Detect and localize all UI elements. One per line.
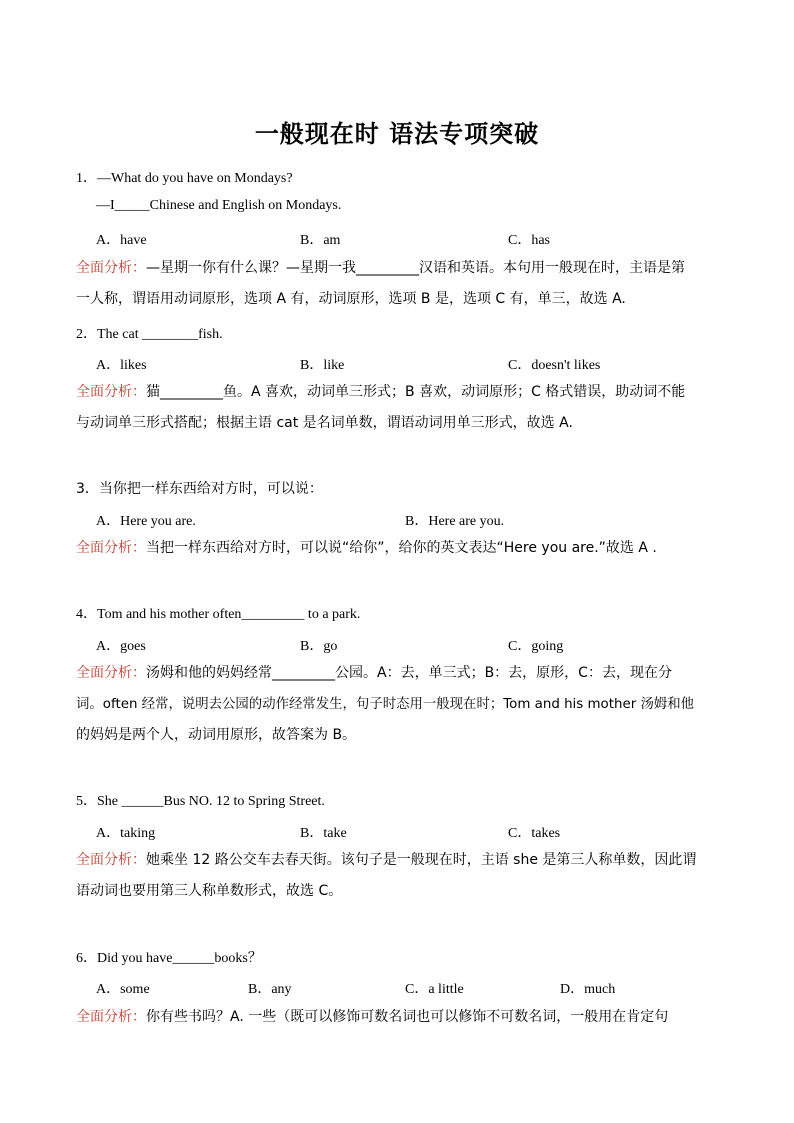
q5-option-b: B．take: [300, 826, 347, 841]
analysis-label: 全面分析：: [76, 540, 146, 556]
question-6-stem: 6．Did you have______books？: [76, 951, 262, 966]
question-1-stem: 1．—What do you have on Mondays?: [76, 171, 293, 186]
analysis-label: 全面分析：: [76, 852, 146, 868]
q1-option-a: A．have: [96, 233, 147, 248]
q2-analysis-line-1: 猫_________鱼。A 喜欢，动词单三形式；B 喜欢，动词原形；C 格式错误，助动词不能: [146, 384, 686, 400]
question-3-stem: 3．当你把一样东西给对方时，可以说：: [76, 481, 323, 497]
page-title: 一般现在时 语法专项突破: [254, 120, 540, 148]
q6-analysis: [76, 1002, 668, 1033]
q2-option-c: C．doesn't likes: [508, 358, 601, 373]
question-2-stem: 2．The cat ________fish.: [76, 327, 223, 342]
analysis-label: 全面分析：: [76, 260, 146, 276]
q4-option-c: C．going: [508, 639, 564, 654]
q1-option-b: B．am: [300, 233, 341, 248]
q3-option-a: A．Here you are.: [96, 514, 196, 529]
question-1-answer-line: —I_____Chinese and English on Mondays.: [96, 198, 342, 213]
q6-option-c: C．a little: [405, 982, 464, 997]
q2-option-b: B．like: [300, 358, 345, 373]
q6-option-d: D．much: [560, 982, 616, 997]
analysis-label: 全面分析：: [76, 384, 146, 400]
q6-analysis-line-1: 你有些书吗？A. 一些（既可以修饰可数名词也可以修饰不可数名词，一般用在肯定句: [146, 1009, 669, 1025]
analysis-label: 全面分析：: [76, 665, 146, 681]
q6-option-b: B．any: [248, 982, 292, 997]
q1-analysis-line-2: 一人称，谓语用动词原形，选项 A 有，动词原形，选项 B 是，选项 C 有，单三，故选 A.: [76, 291, 626, 307]
question-4-stem: 4．Tom and his mother often_________ to a park.: [76, 607, 361, 622]
q4-analysis: [76, 658, 694, 751]
question-5-stem: 5．She ______Bus NO. 12 to Spring Street.: [76, 794, 325, 809]
q5-analysis: [76, 845, 696, 907]
q4-analysis-line-1: 汤姆和他的妈妈经常_________公园。A：去，单三式；B：去，原形，C：去，现在分: [146, 665, 672, 681]
q3-analysis-line-1: 当把一样东西给对方时，可以说“给你”，给你的英文表达“Here you are.”故选 A .: [146, 540, 657, 556]
q4-analysis-line-2: 词。often 经常，说明去公园的动作经常发生，句子时态用一般现在时；Tom and his mother 汤姆和他: [76, 697, 695, 712]
q4-analysis-line-3: 的妈妈是两个人，动词用原形，故答案为 B。: [76, 727, 357, 743]
q5-option-a: A．taking: [96, 826, 156, 841]
q3-option-b: B．Here are you.: [405, 514, 505, 529]
q4-option-a: A．goes: [96, 639, 146, 654]
q1-option-c: C．has: [508, 233, 550, 248]
q1-analysis-line-1: —星期一你有什么课？—星期一我_________汉语和英语。本句用一般现在时，主语是第: [146, 260, 685, 276]
q5-analysis-line-2: 语动词也要用第三人称单数形式，故选 C。: [76, 883, 343, 899]
q2-analysis: [76, 377, 685, 439]
q2-analysis-line-2: 与动词单三形式搭配；根据主语 cat 是名词单数，谓语动词用单三形式，故选 A.: [76, 415, 573, 431]
q5-analysis-line-1: 她乘坐 12 路公交车去春天街。该句子是一般现在时，主语 she 是第三人称单数，因此谓: [146, 852, 697, 868]
q3-analysis: [76, 533, 657, 564]
q1-analysis: [76, 253, 685, 315]
q4-option-b: B．go: [300, 639, 338, 654]
q6-option-a: A．some: [96, 982, 150, 997]
q2-option-a: A．likes: [96, 358, 147, 373]
q5-option-c: C．takes: [508, 826, 561, 841]
analysis-label: 全面分析：: [76, 1009, 146, 1025]
